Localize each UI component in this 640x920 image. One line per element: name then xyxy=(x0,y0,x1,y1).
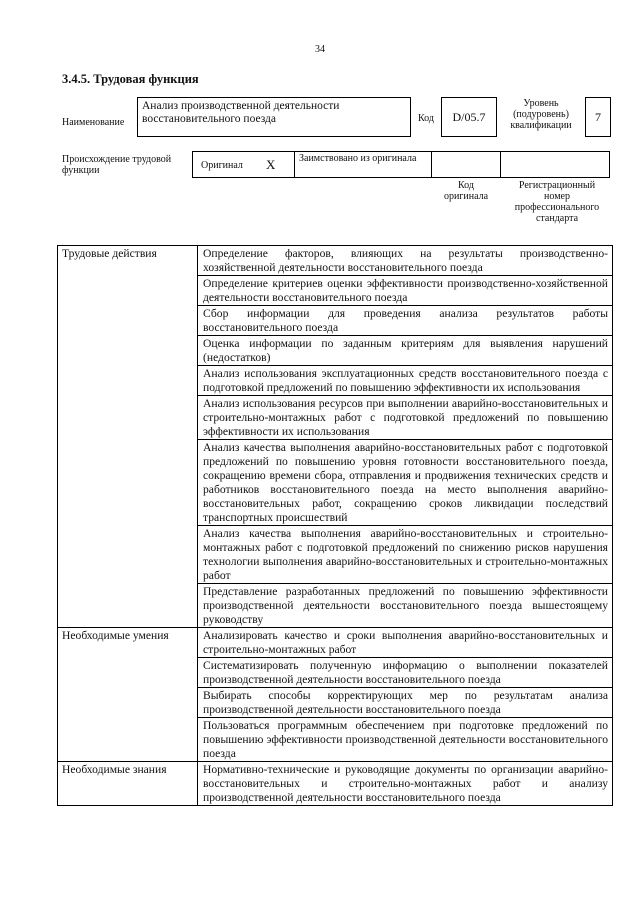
table-row xyxy=(58,762,613,806)
original-label: Оригинал xyxy=(201,160,243,171)
code-label: Код xyxy=(418,113,434,124)
row-label: Необходимые знания xyxy=(58,762,198,806)
name-value: Анализ производственной деятельности восстановительного поезда xyxy=(137,97,411,137)
table-row xyxy=(58,628,613,658)
table-cell: Выбирать способы корректирующих мер по результатам анализа производственной деятельности восстановительного поезда xyxy=(198,688,613,718)
table-cell: Сбор информации для проведения анализа результатов работы восстановительного поезда xyxy=(198,306,613,336)
section-title: 3.4.5. Трудовая функция xyxy=(62,72,199,86)
divider xyxy=(500,151,501,178)
level-label: Уровень (подуровень) квалификации xyxy=(510,98,572,131)
table-cell: Анализ использования эксплуатационных средств восстановительного поезда с подготовкой предложений по повышению эффективности их использования xyxy=(198,366,613,396)
table-cell: Определение факторов, влияющих на результаты производственно-хозяйственной деятельности восстановительного поезда xyxy=(198,246,613,276)
function-table xyxy=(57,245,613,806)
table-row xyxy=(58,246,613,276)
table-cell: Систематизировать полученную информацию о выполнении показателей производственной деятельности восстановительного поезда xyxy=(198,658,613,688)
table-cell: Представление разработанных предложений по повышению эффективности производственной деятельности восстановительного поезда вышестоящему руководству xyxy=(198,584,613,628)
divider xyxy=(431,151,432,178)
table-cell: Анализ качества выполнения аварийно-восстановительных и строительно-монтажных работ с подготовкой предложений по снижению рисков нарушения технологии выполнения аварийно-восстановительных и строительно-монтажных работ xyxy=(198,526,613,584)
original-mark: X xyxy=(266,157,276,172)
table-cell: Оценка информации по заданным критериям для выявления нарушений (недостатков) xyxy=(198,336,613,366)
level-value: 7 xyxy=(585,97,611,137)
table-cell: Анализ использования ресурсов при выполнении аварийно-восстановительных и строительно-монтажных работ с подготовкой предложений по повышению эффективности их использования xyxy=(198,396,613,440)
table-cell: Нормативно-технические и руководящие документы по организации аварийно-восстановительных и строительно-монтажных работ и анализу производственной деятельности восстановительного поезда xyxy=(198,762,613,806)
name-label: Наименование xyxy=(62,117,125,128)
origin-label: Происхождение трудовой функции xyxy=(62,154,172,176)
borrowed-label: Заимствовано из оригинала xyxy=(299,153,417,164)
row-label: Необходимые умения xyxy=(58,628,198,762)
code-original-label: Код оригинала xyxy=(443,180,489,202)
table-cell: Анализ качества выполнения аварийно-восстановительных работ с подготовкой предложений по повышению уровня готовности восстановительного поезда, сокращению времени сбора, отправления и продвижения технических средств и работников восстановительного поезда на место выполнения аварийно-восстановительных работ, сокращению сроков ликвидации последствий транспортных происшествий xyxy=(198,440,613,526)
page-number: 34 xyxy=(315,44,325,55)
code-value: D/05.7 xyxy=(441,97,497,137)
table-cell: Определение критериев оценки эффективности производственно-хозяйственной деятельности восстановительного поезда xyxy=(198,276,613,306)
table-cell: Пользоваться программным обеспечением при подготовке предложений по повышению эффективности производственной деятельности восстановительного поезда xyxy=(198,718,613,762)
divider xyxy=(294,151,295,178)
table-cell: Анализировать качество и сроки выполнения аварийно-восстановительных и строительно-монтажных работ xyxy=(198,628,613,658)
row-label: Трудовые действия xyxy=(58,246,198,628)
reg-number-label: Регистрационный номер профессионального стандарта xyxy=(514,180,600,224)
